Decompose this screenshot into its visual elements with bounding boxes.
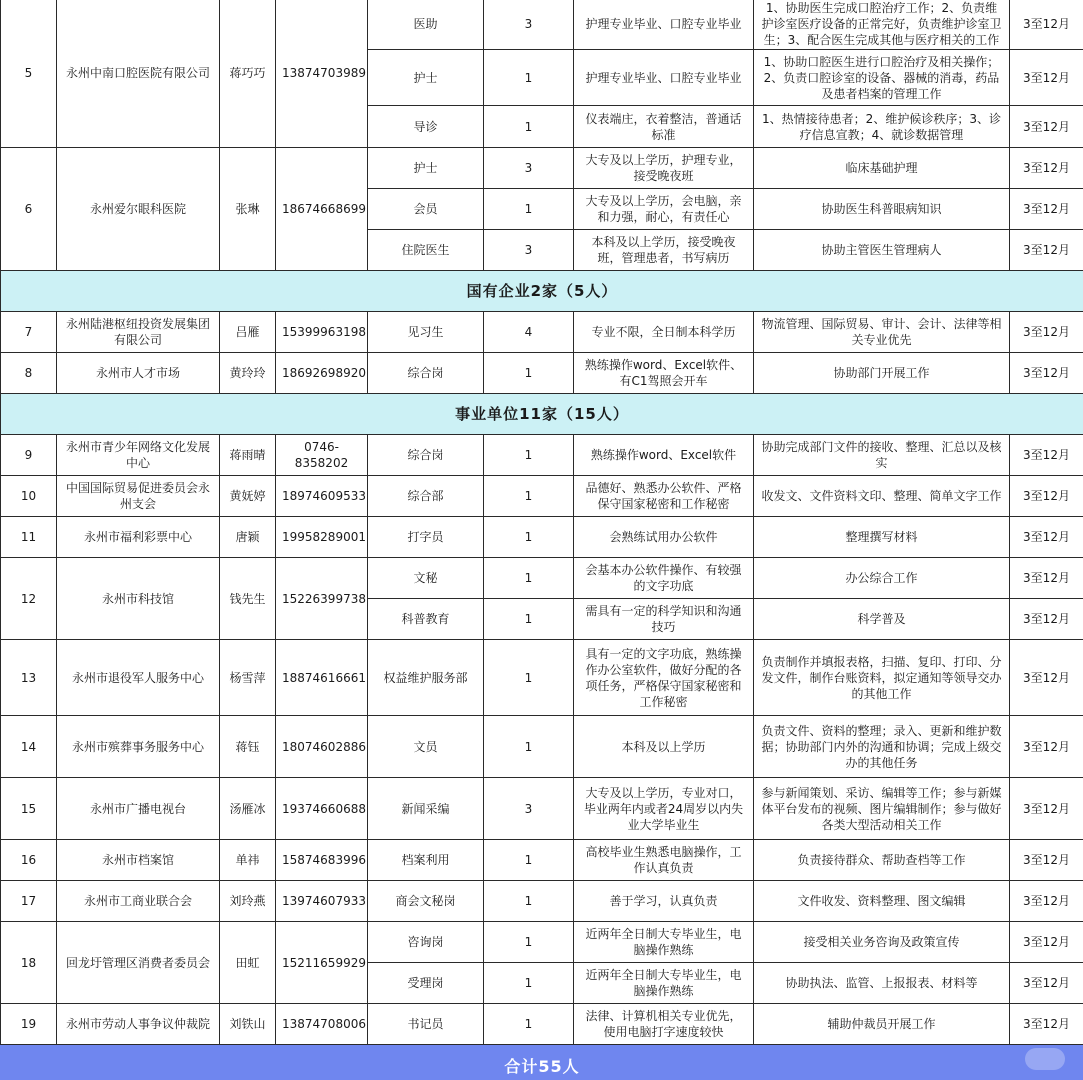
phone-number: 13874708006: [276, 1004, 368, 1045]
job-title: 护士: [368, 50, 484, 106]
job-duty: 科学普及: [754, 599, 1010, 640]
job-title: 权益维护服务部: [368, 640, 484, 716]
job-title: 档案利用: [368, 840, 484, 881]
phone-number: 18692698920: [276, 353, 368, 394]
contact-person: 田虹: [220, 922, 276, 1004]
job-title: 会员: [368, 189, 484, 230]
job-period: 3至12月: [1010, 353, 1083, 394]
table-row: [1, 840, 1083, 881]
job-requirement: 品德好、熟悉办公软件、严格保守国家秘密和工作秘密: [574, 476, 754, 517]
phone-number: 18874616661: [276, 640, 368, 716]
job-title: 打字员: [368, 517, 484, 558]
row-number: 11: [1, 517, 57, 558]
job-duty: 文件收发、资料整理、图文编辑: [754, 881, 1010, 922]
row-number: 6: [1, 148, 57, 271]
job-period: 3至12月: [1010, 558, 1083, 599]
job-duty: 1、协助医生完成口腔治疗工作；2、负责维护诊室医疗设备的正常完好，负责维护诊室卫生；3、配合医生完成其他与医疗相关的工作: [754, 0, 1010, 50]
organization: 永州市人才市场: [57, 353, 220, 394]
row-number: 17: [1, 881, 57, 922]
section-title: 国有企业2家（5人）: [1, 271, 1083, 312]
row-number: 19: [1, 1004, 57, 1045]
table-row: [1, 716, 1083, 778]
row-number: 7: [1, 312, 57, 353]
job-requirement: 大专及以上学历，专业对口，毕业两年内或者24周岁以内失业大学毕业生: [574, 778, 754, 840]
phone-number: 15874683996: [276, 840, 368, 881]
organization: 永州爱尔眼科医院: [57, 148, 220, 271]
job-period: 3至12月: [1010, 148, 1083, 189]
job-duty: 接受相关业务咨询及政策宣传: [754, 922, 1010, 963]
job-period: 3至12月: [1010, 716, 1083, 778]
phone-number: 19374660688: [276, 778, 368, 840]
job-title: 护士: [368, 148, 484, 189]
organization: 永州市劳动人事争议仲裁院: [57, 1004, 220, 1045]
organization: 永州市档案馆: [57, 840, 220, 881]
job-count: 1: [484, 1004, 574, 1045]
phone-number: 18674668699: [276, 148, 368, 271]
job-count: 3: [484, 778, 574, 840]
job-title: 医助: [368, 0, 484, 50]
phone-number: 15211659929: [276, 922, 368, 1004]
row-number: 15: [1, 778, 57, 840]
table-row: [1, 640, 1083, 716]
job-requirement: 会熟练试用办公软件: [574, 517, 754, 558]
section-title: 事业单位11家（15人）: [1, 394, 1083, 435]
phone-number: 13974607933: [276, 881, 368, 922]
job-title: 导诊: [368, 106, 484, 148]
contact-person: 汤雁冰: [220, 778, 276, 840]
table-row: [1, 517, 1083, 558]
table-row: [1, 312, 1083, 353]
organization: 永州市殡葬事务服务中心: [57, 716, 220, 778]
row-number: 10: [1, 476, 57, 517]
contact-person: 单祎: [220, 840, 276, 881]
contact-person: 唐颖: [220, 517, 276, 558]
job-duty: 协助执法、监管、上报报表、材料等: [754, 963, 1010, 1004]
contact-person: 刘玲燕: [220, 881, 276, 922]
job-duty: 临床基础护理: [754, 148, 1010, 189]
table-row: [1, 558, 1083, 599]
job-requirement: 大专及以上学历，护理专业，接受晚夜班: [574, 148, 754, 189]
organization: 回龙圩管理区消费者委员会: [57, 922, 220, 1004]
total-label: 合计55人: [1, 1045, 1083, 1080]
job-requirement: 高校毕业生熟悉电脑操作，工作认真负责: [574, 840, 754, 881]
contact-person: 张琳: [220, 148, 276, 271]
job-duty: 1、热情接待患者；2、维护候诊秩序；3、诊疗信息宣教；4、就诊数据管理: [754, 106, 1010, 148]
table-row: [1, 778, 1083, 840]
job-requirement: 熟练操作word、Excel软件: [574, 435, 754, 476]
job-requirement: 本科及以上学历: [574, 716, 754, 778]
organization: 永州陆港枢纽投资发展集团有限公司: [57, 312, 220, 353]
phone-number: 0746-8358202: [276, 435, 368, 476]
table-row: [1, 435, 1083, 476]
table-row: [1, 476, 1083, 517]
job-requirement: 近两年全日制大专毕业生，电脑操作熟练: [574, 922, 754, 963]
job-count: 1: [484, 106, 574, 148]
job-count: 1: [484, 640, 574, 716]
contact-person: 钱先生: [220, 558, 276, 640]
job-requirement: 会基本办公软件操作、有较强的文字功底: [574, 558, 754, 599]
job-title: 咨询岗: [368, 922, 484, 963]
job-count: 1: [484, 963, 574, 1004]
job-duty: 辅助仲裁员开展工作: [754, 1004, 1010, 1045]
job-title: 见习生: [368, 312, 484, 353]
job-duty: 物流管理、国际贸易、审计、会计、法律等相关专业优先: [754, 312, 1010, 353]
job-count: 1: [484, 189, 574, 230]
section-header-row: [1, 394, 1083, 435]
job-period: 3至12月: [1010, 50, 1083, 106]
row-number: 18: [1, 922, 57, 1004]
job-duty: 整理撰写材料: [754, 517, 1010, 558]
row-number: 14: [1, 716, 57, 778]
job-period: 3至12月: [1010, 0, 1083, 50]
contact-person: 黄妩婷: [220, 476, 276, 517]
job-period: 3至12月: [1010, 106, 1083, 148]
job-title: 文秘: [368, 558, 484, 599]
organization: 永州中南口腔医院有限公司: [57, 0, 220, 148]
job-count: 1: [484, 517, 574, 558]
organization: 中国国际贸易促进委员会永州支会: [57, 476, 220, 517]
job-count: 4: [484, 312, 574, 353]
phone-number: 15226399738: [276, 558, 368, 640]
contact-person: 杨雪萍: [220, 640, 276, 716]
table-row: [1, 0, 1083, 50]
job-period: 3至12月: [1010, 230, 1083, 271]
row-number: 12: [1, 558, 57, 640]
table-row: [1, 1004, 1083, 1045]
table-row: [1, 353, 1083, 394]
job-duty: 协助主管医生管理病人: [754, 230, 1010, 271]
table-row: [1, 881, 1083, 922]
job-count: 3: [484, 148, 574, 189]
job-period: 3至12月: [1010, 963, 1083, 1004]
job-title: 综合岗: [368, 435, 484, 476]
contact-person: 吕雁: [220, 312, 276, 353]
row-number: 13: [1, 640, 57, 716]
job-duty: 协助医生科普眼病知识: [754, 189, 1010, 230]
contact-person: 蒋巧巧: [220, 0, 276, 148]
job-duty: 办公综合工作: [754, 558, 1010, 599]
section-header-row: [1, 271, 1083, 312]
job-period: 3至12月: [1010, 599, 1083, 640]
job-requirement: 法律、计算机相关专业优先，使用电脑打字速度较快: [574, 1004, 754, 1045]
job-title: 科普教育: [368, 599, 484, 640]
job-period: 3至12月: [1010, 922, 1083, 963]
job-count: 1: [484, 922, 574, 963]
job-title: 受理岗: [368, 963, 484, 1004]
contact-person: 刘铁山: [220, 1004, 276, 1045]
contact-person: 蒋雨晴: [220, 435, 276, 476]
job-count: 1: [484, 435, 574, 476]
job-period: 3至12月: [1010, 640, 1083, 716]
row-number: 16: [1, 840, 57, 881]
job-title: 综合岗: [368, 353, 484, 394]
job-period: 3至12月: [1010, 840, 1083, 881]
job-title: 住院医生: [368, 230, 484, 271]
contact-person: 蒋钰: [220, 716, 276, 778]
job-requirement: 本科及以上学历，接受晚夜班，管理患者，书写病历: [574, 230, 754, 271]
row-number: 5: [1, 0, 57, 148]
job-period: 3至12月: [1010, 435, 1083, 476]
job-period: 3至12月: [1010, 778, 1083, 840]
job-duty: 参与新闻策划、采访、编辑等工作；参与新媒体平台发布的视频、图片编辑制作；参与做好各类大型活动相关工作: [754, 778, 1010, 840]
job-period: 3至12月: [1010, 517, 1083, 558]
row-number: 8: [1, 353, 57, 394]
job-period: 3至12月: [1010, 1004, 1083, 1045]
job-duty: 协助完成部门文件的接收、整理、汇总以及核实: [754, 435, 1010, 476]
phone-number: 18974609533: [276, 476, 368, 517]
job-count: 3: [484, 230, 574, 271]
job-title: 文员: [368, 716, 484, 778]
phone-number: 13874703989: [276, 0, 368, 148]
organization: 永州市科技馆: [57, 558, 220, 640]
contact-person: 黄玲玲: [220, 353, 276, 394]
job-count: 1: [484, 50, 574, 106]
job-count: 1: [484, 599, 574, 640]
job-count: 1: [484, 476, 574, 517]
job-requirement: 善于学习，认真负责: [574, 881, 754, 922]
job-period: 3至12月: [1010, 189, 1083, 230]
watermark-badge: [1025, 1048, 1065, 1070]
job-title: 新闻采编: [368, 778, 484, 840]
job-requirement: 具有一定的文字功底，熟练操作办公室软件，做好分配的各项任务，严格保守国家秘密和工作秘密: [574, 640, 754, 716]
phone-number: 19958289001: [276, 517, 368, 558]
job-count: 1: [484, 716, 574, 778]
job-title: 商会文秘岗: [368, 881, 484, 922]
job-requirement: 大专及以上学历，会电脑，亲和力强，耐心，有责任心: [574, 189, 754, 230]
job-duty: 协助部门开展工作: [754, 353, 1010, 394]
organization: 永州市广播电视台: [57, 778, 220, 840]
job-requirement: 专业不限，全日制本科学历: [574, 312, 754, 353]
organization: 永州市青少年网络文化发展中心: [57, 435, 220, 476]
phone-number: 15399963198: [276, 312, 368, 353]
job-requirement: 护理专业毕业、口腔专业毕业: [574, 50, 754, 106]
job-title: 书记员: [368, 1004, 484, 1045]
row-number: 9: [1, 435, 57, 476]
job-duty: 负责接待群众、帮助查档等工作: [754, 840, 1010, 881]
job-count: 3: [484, 0, 574, 50]
job-duty: 收发文、文件资料文印、整理、简单文字工作: [754, 476, 1010, 517]
total-row: [1, 1045, 1083, 1080]
job-requirement: 熟练操作word、Excel软件、有C1驾照会开车: [574, 353, 754, 394]
job-count: 1: [484, 881, 574, 922]
organization: 永州市工商业联合会: [57, 881, 220, 922]
job-requirement: 护理专业毕业、口腔专业毕业: [574, 0, 754, 50]
job-count: 1: [484, 840, 574, 881]
job-count: 1: [484, 558, 574, 599]
job-count: 1: [484, 353, 574, 394]
table-row: [1, 922, 1083, 963]
job-duty: 负责制作并填报表格，扫描、复印、打印、分发文件，制作台账资料，拟定通知等领导交办的其他工作: [754, 640, 1010, 716]
job-duty: 1、协助口腔医生进行口腔治疗及相关操作；2、负责口腔诊室的设备、器械的消毒，药品及患者档案的管理工作: [754, 50, 1010, 106]
organization: 永州市福利彩票中心: [57, 517, 220, 558]
organization: 永州市退役军人服务中心: [57, 640, 220, 716]
job-requirement: 仪表端庄，衣着整洁，普通话标准: [574, 106, 754, 148]
job-requirement: 需具有一定的科学知识和沟通技巧: [574, 599, 754, 640]
job-period: 3至12月: [1010, 476, 1083, 517]
phone-number: 18074602886: [276, 716, 368, 778]
job-period: 3至12月: [1010, 881, 1083, 922]
job-period: 3至12月: [1010, 312, 1083, 353]
job-duty: 负责文件、资料的整理；录入、更新和维护数据；协助部门内外的沟通和协调；完成上级交办的其他任务: [754, 716, 1010, 778]
job-requirement: 近两年全日制大专毕业生，电脑操作熟练: [574, 963, 754, 1004]
job-title: 综合部: [368, 476, 484, 517]
table-row: [1, 148, 1083, 189]
